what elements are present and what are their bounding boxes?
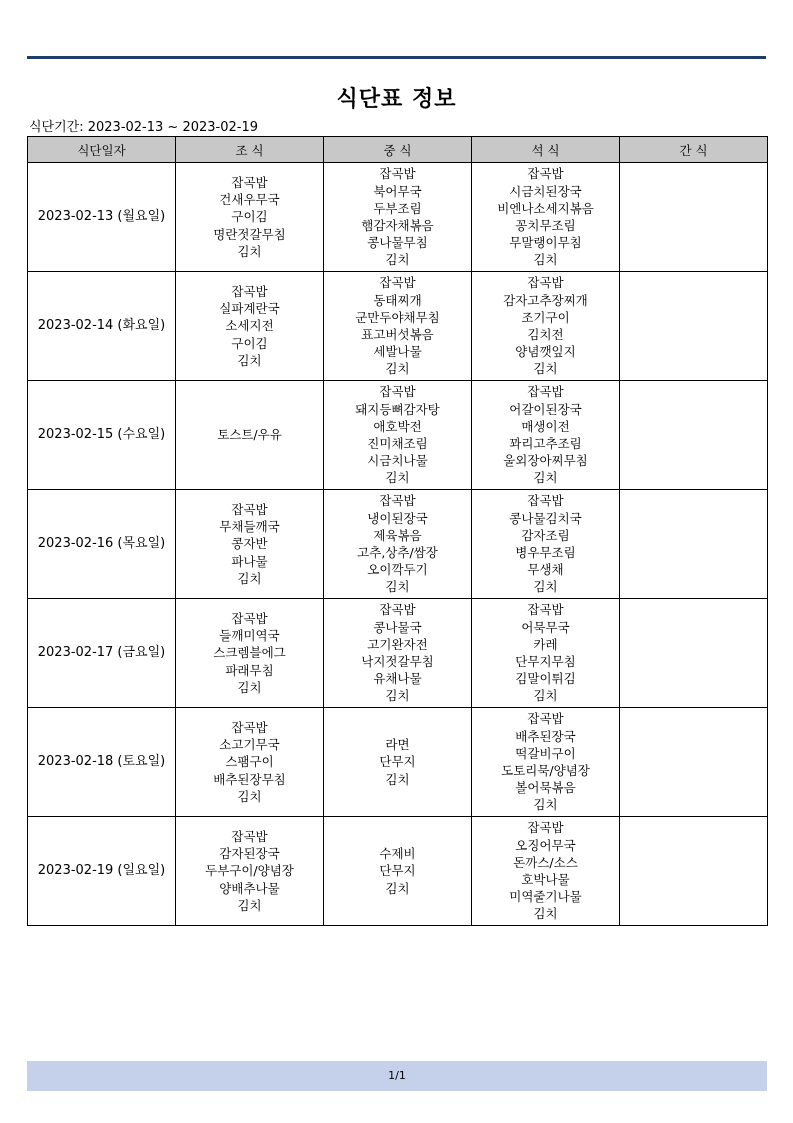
meal-item: 잡곡밥 — [231, 501, 268, 517]
meal-item: 잡곡밥 — [231, 283, 268, 299]
dinner-cell — [472, 708, 620, 817]
meal-item: 잡곡밥 — [379, 384, 416, 400]
date-cell: 2023-02-14 (화요일) — [28, 272, 176, 381]
lunch-cell — [324, 381, 472, 490]
date-cell: 2023-02-18 (토요일) — [28, 708, 176, 817]
meal-item: 잡곡밥 — [527, 166, 564, 182]
meal-item: 시금치나물 — [367, 453, 428, 469]
meal-item: 김치 — [237, 897, 262, 913]
date-cell: 2023-02-16 (목요일) — [28, 490, 176, 599]
meal-item: 배추된장무침 — [213, 771, 286, 787]
meal-item: 김치 — [533, 906, 558, 922]
meal-item: 꽁치무조림 — [515, 218, 576, 233]
dinner-cell — [472, 817, 620, 926]
meal-item: 김치 — [533, 252, 558, 268]
meal-item: 진미채조림 — [367, 436, 428, 451]
meal-item: 김치 — [533, 361, 558, 377]
meal-item: 토스트/우유 — [217, 427, 282, 443]
meal-item: 도토리묵/양념장 — [501, 763, 590, 778]
table-header-row — [28, 137, 768, 163]
meal-item: 감자조림 — [521, 527, 570, 543]
meal-item: 호박나물 — [521, 872, 570, 887]
dinner-cell — [472, 163, 620, 272]
header-breakfast: 조 식 — [176, 137, 324, 163]
meal-item: 잡곡밥 — [231, 719, 268, 735]
lunch-cell — [324, 490, 472, 599]
meal-item: 단무지 — [379, 863, 416, 879]
meal-item: 들깨미역국 — [219, 628, 280, 644]
snack-cell — [620, 599, 768, 708]
snack-cell — [620, 817, 768, 926]
snack-cell — [620, 272, 768, 381]
meal-item: 햄감자채볶음 — [361, 218, 434, 233]
meal-item: 김치 — [533, 579, 558, 595]
meal-item: 콩나물김치국 — [509, 510, 582, 526]
header-date: 식단일자 — [28, 137, 176, 163]
meal-item: 김치 — [237, 352, 262, 368]
meal-item: 배추된장국 — [515, 728, 576, 744]
top-rule — [27, 56, 766, 59]
meal-item: 시금치된장국 — [509, 183, 582, 199]
meal-item: 두부조림 — [373, 200, 422, 216]
breakfast-cell — [176, 599, 324, 708]
meal-item: 파나물 — [231, 553, 268, 569]
meal-item: 김치 — [385, 880, 410, 896]
meal-item: 김치 — [385, 688, 410, 704]
meal-item: 건새우무국 — [219, 192, 280, 208]
meal-item: 잡곡밥 — [379, 493, 416, 509]
table-body — [28, 163, 768, 926]
meal-item: 두부구이/양념장 — [205, 863, 294, 879]
meal-item: 콩나물무침 — [367, 235, 428, 251]
meal-item: 소세지전 — [225, 318, 274, 334]
meal-item: 오징어무국 — [515, 837, 576, 853]
meal-item: 낙지젓갈무침 — [361, 654, 434, 669]
meal-item: 잡곡밥 — [527, 493, 564, 509]
meal-item: 세발나물 — [373, 344, 422, 360]
meal-item: 김치 — [237, 679, 262, 695]
meal-item: 감자된장국 — [219, 846, 280, 862]
date-cell: 2023-02-17 (금요일) — [28, 599, 176, 708]
snack-cell — [620, 490, 768, 599]
meal-item: 명란젓갈무침 — [213, 226, 286, 242]
meal-item: 김치 — [533, 797, 558, 813]
meal-item: 어갈이된장국 — [509, 401, 582, 417]
lunch-cell — [324, 817, 472, 926]
meal-item: 표고버섯볶음 — [361, 327, 434, 342]
menu-period: 식단기간: 2023-02-13 ~ 2023-02-19 — [29, 120, 259, 135]
meal-item: 김치전 — [527, 327, 564, 342]
meal-item: 김치 — [385, 771, 410, 787]
meal-item: 유채나물 — [373, 671, 422, 687]
lunch-cell — [324, 272, 472, 381]
date-cell: 2023-02-19 (일요일) — [28, 817, 176, 926]
meal-item: 김치 — [385, 252, 410, 268]
meal-item: 구이김 — [231, 335, 268, 351]
meal-item: 무채들깨국 — [219, 519, 280, 535]
header-dinner: 석 식 — [472, 137, 620, 163]
meal-item: 잡곡밥 — [231, 828, 268, 844]
meal-item: 김치 — [237, 788, 262, 804]
breakfast-cell — [176, 490, 324, 599]
meal-item: 고기완자전 — [367, 636, 428, 652]
breakfast-cell — [176, 708, 324, 817]
meal-item: 실파계란국 — [219, 301, 280, 317]
table-row — [28, 599, 768, 708]
meal-item: 돈까스/소스 — [513, 854, 578, 870]
meal-item: 울외장아찌무침 — [503, 453, 588, 469]
meal-item: 단무지무침 — [515, 654, 576, 669]
dinner-cell — [472, 272, 620, 381]
page-indicator: 1/1 — [388, 1069, 406, 1082]
meal-item: 잡곡밥 — [379, 602, 416, 618]
lunch-cell — [324, 599, 472, 708]
dinner-cell — [472, 599, 620, 708]
meal-item: 카레 — [533, 636, 558, 652]
lunch-cell — [324, 708, 472, 817]
meal-item: 잡곡밥 — [527, 384, 564, 400]
breakfast-cell — [176, 163, 324, 272]
header-lunch: 중 식 — [324, 137, 472, 163]
meal-item: 잡곡밥 — [231, 174, 268, 190]
meal-item: 무말랭이무침 — [509, 235, 582, 251]
meal-item: 조기구이 — [521, 309, 570, 325]
meal-item: 김치 — [533, 470, 558, 486]
meal-item: 김치 — [237, 243, 262, 259]
snack-cell — [620, 163, 768, 272]
meal-item: 김치 — [385, 470, 410, 486]
table-row — [28, 708, 768, 817]
header-snack: 간 식 — [620, 137, 768, 163]
meal-item: 감자고추장찌개 — [503, 292, 588, 308]
meal-item: 양념깻잎지 — [515, 344, 576, 360]
meal-item: 스팸구이 — [225, 754, 274, 770]
meal-item: 소고기무국 — [219, 737, 280, 753]
meal-item: 콩나물국 — [373, 619, 422, 635]
meal-item: 제육볶음 — [373, 527, 422, 543]
meal-item: 파래무침 — [225, 662, 274, 678]
meal-item: 김치 — [385, 579, 410, 595]
table-row — [28, 817, 768, 926]
lunch-cell — [324, 163, 472, 272]
meal-item: 볼어묵볶음 — [515, 780, 576, 796]
meal-item: 냉이된장국 — [367, 510, 428, 526]
meal-item: 잡곡밥 — [527, 275, 564, 291]
meal-item: 수제비 — [379, 846, 416, 862]
meal-item: 떡갈비구이 — [515, 745, 576, 761]
meal-item: 구이김 — [231, 209, 268, 225]
meal-item: 매생이전 — [521, 418, 570, 434]
table-row — [28, 163, 768, 272]
snack-cell — [620, 381, 768, 490]
meal-item: 병우무조림 — [515, 545, 576, 560]
meal-item: 단무지 — [379, 754, 416, 770]
meal-item: 김치 — [237, 570, 262, 586]
meal-item: 꽈리고추조림 — [509, 436, 582, 451]
date-cell: 2023-02-15 (수요일) — [28, 381, 176, 490]
breakfast-cell — [176, 817, 324, 926]
meal-item: 잡곡밥 — [527, 602, 564, 618]
breakfast-cell — [176, 272, 324, 381]
meal-table — [27, 136, 768, 926]
table-row — [28, 490, 768, 599]
meal-item: 스크렘블에그 — [213, 645, 286, 661]
meal-item: 양배추나물 — [219, 880, 280, 896]
table-row — [28, 381, 768, 490]
meal-item: 애호박전 — [373, 418, 422, 434]
dinner-cell — [472, 381, 620, 490]
meal-item: 잡곡밥 — [231, 610, 268, 626]
meal-item: 군만두야채무침 — [355, 309, 440, 325]
breakfast-cell — [176, 381, 324, 490]
table-row — [28, 272, 768, 381]
meal-item: 잡곡밥 — [527, 820, 564, 836]
meal-item: 무생채 — [527, 562, 564, 578]
meal-item: 잡곡밥 — [379, 166, 416, 182]
meal-item: 비엔나소세지볶음 — [497, 200, 594, 216]
meal-item: 김치 — [385, 361, 410, 377]
meal-item: 북어무국 — [373, 183, 422, 199]
meal-item: 고추,상추/쌈장 — [357, 545, 438, 560]
meal-item: 미역줄기나물 — [509, 889, 582, 905]
dinner-cell — [472, 490, 620, 599]
snack-cell — [620, 708, 768, 817]
meal-item: 오이깍두기 — [367, 562, 428, 578]
meal-item: 잡곡밥 — [527, 711, 564, 727]
meal-item: 동태찌개 — [373, 292, 422, 308]
meal-item: 콩자반 — [231, 536, 268, 552]
meal-item: 김말이튀김 — [515, 671, 576, 687]
date-cell: 2023-02-13 (월요일) — [28, 163, 176, 272]
page-footer — [27, 1061, 767, 1091]
meal-item: 잡곡밥 — [379, 275, 416, 291]
page-title: 식단표 정보 — [336, 87, 457, 112]
meal-item: 돼지등뼈감자탕 — [355, 401, 440, 417]
meal-item: 김치 — [533, 688, 558, 704]
meal-item: 어묵무국 — [521, 619, 570, 635]
meal-item: 라면 — [385, 737, 410, 753]
